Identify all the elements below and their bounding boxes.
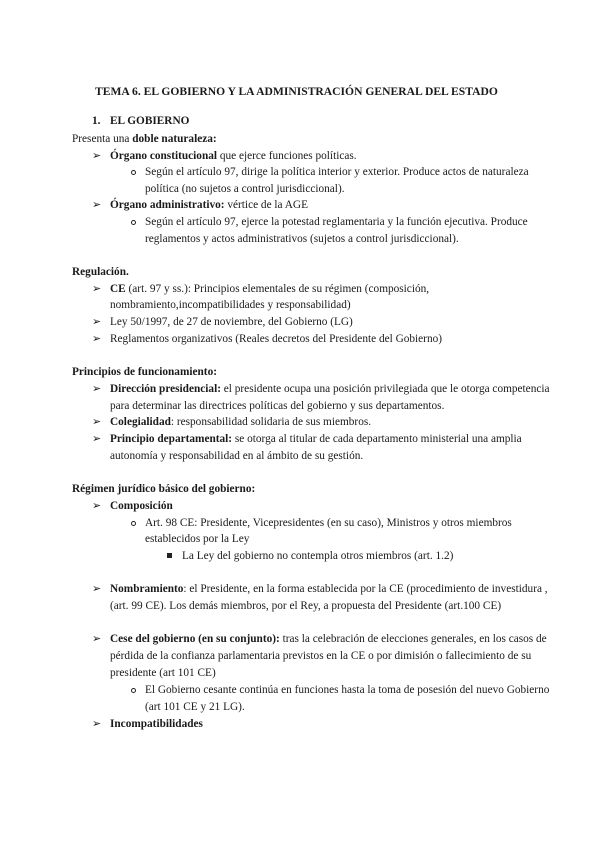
list-item: Órgano administrativo: vértice de la AGE bbox=[110, 199, 308, 211]
arrow-bullet-icon: ➢ bbox=[92, 283, 102, 295]
sub-item-line: (art 101 CE y 21 LG). bbox=[145, 701, 245, 713]
arrow-bullet-icon: ➢ bbox=[92, 718, 102, 730]
circle-bullet-icon bbox=[131, 220, 136, 225]
section-number: 1. bbox=[92, 115, 101, 127]
document-title: TEMA 6. EL GOBIERNO Y LA ADMINISTRACIÓN GENERAL DEL ESTADO bbox=[95, 85, 498, 98]
regulacion-heading: Regulación. bbox=[72, 266, 129, 278]
list-item-continuation: para determinar las directrices políticas del gobierno y sus departamentos. bbox=[110, 400, 445, 412]
list-item: Colegialidad: responsabilidad solidaria de sus miembros. bbox=[110, 416, 372, 428]
principios-heading: Principios de funcionamiento: bbox=[72, 366, 217, 378]
intro-line: Presenta una doble naturaleza: bbox=[72, 133, 217, 145]
list-item: CE (art. 97 y ss.): Principios elementales de su régimen (composición, bbox=[110, 283, 430, 295]
sub-item-line: Según el artículo 97, dirige la política interior y exterior. Produce actos de naturaleza bbox=[145, 166, 529, 178]
arrow-bullet-icon: ➢ bbox=[92, 633, 102, 645]
list-item: Dirección presidencial: el presidente ocupa una posición privilegiada que le otorga competencia bbox=[110, 383, 550, 395]
sub-item-line: establecidos por la Ley bbox=[145, 533, 250, 545]
list-item-continuation: presidente (art 101 CE) bbox=[110, 667, 216, 679]
list-item: Órgano constitucional que ejerce funciones políticas. bbox=[110, 150, 357, 162]
sub-item-line: El Gobierno cesante continúa en funciones hasta la toma de posesión del nuevo Gobierno bbox=[145, 684, 550, 696]
arrow-bullet-icon: ➢ bbox=[92, 333, 102, 345]
composicion-label: Composición bbox=[110, 500, 173, 512]
list-item-continuation: nombramiento,incompatibilidades y responsabilidad) bbox=[110, 299, 351, 311]
arrow-bullet-icon: ➢ bbox=[92, 316, 102, 328]
sub-item-line: Según el artículo 97, ejerce la potestad reglamentaria y la función ejecutiva. Produce bbox=[145, 216, 528, 228]
square-bullet-icon bbox=[167, 553, 172, 558]
list-item: Reglamentos organizativos (Reales decretos del Presidente del Gobierno) bbox=[110, 333, 443, 345]
circle-bullet-icon bbox=[131, 521, 136, 526]
sub-item-line: política (no sujetos a control jurisdiccional). bbox=[145, 183, 345, 195]
arrow-bullet-icon: ➢ bbox=[92, 150, 102, 162]
arrow-bullet-icon: ➢ bbox=[92, 433, 102, 445]
arrow-bullet-icon: ➢ bbox=[92, 500, 102, 512]
circle-bullet-icon bbox=[131, 170, 136, 175]
sub-sub-item-line: La Ley del gobierno no contempla otros miembros (art. 1.2) bbox=[182, 550, 454, 562]
sub-item-line: Art. 98 CE: Presidente, Vicepresidentes (en su caso), Ministros y otros miembros bbox=[145, 517, 512, 529]
circle-bullet-icon bbox=[131, 688, 136, 693]
regimen-heading: Régimen jurídico básico del gobierno: bbox=[72, 483, 256, 495]
list-item-continuation: (art. 99 CE). Los demás miembros, por el Rey, a propuesta del Presidente (art.100 CE) bbox=[110, 600, 502, 612]
arrow-bullet-icon: ➢ bbox=[92, 199, 102, 211]
arrow-bullet-icon: ➢ bbox=[92, 583, 102, 595]
list-item: Principio departamental: se otorga al titular de cada departamento ministerial una amplia bbox=[110, 433, 522, 445]
incompatibilidades-label: Incompatibilidades bbox=[110, 718, 203, 730]
sub-item-line: reglamentos y actos administrativos (sujetos a control jurisdiccional). bbox=[145, 233, 459, 245]
arrow-bullet-icon: ➢ bbox=[92, 416, 102, 428]
list-item-continuation: pérdida de la confianza parlamentaria previstos en la CE o por dimisión o fallecimiento de su bbox=[110, 650, 532, 662]
list-item: Ley 50/1997, de 27 de noviembre, del Gobierno (LG) bbox=[110, 316, 353, 328]
list-item: Nombramiento: el Presidente, en la forma establecida por la CE (procedimiento de investidura , bbox=[110, 583, 548, 595]
section-heading: EL GOBIERNO bbox=[110, 115, 190, 127]
list-item: Cese del gobierno (en su conjunto): tras la celebración de elecciones generales, en los casos de bbox=[110, 633, 547, 645]
list-item-continuation: autonomía y responsabilidad en al ámbito de su gestión. bbox=[110, 450, 364, 462]
arrow-bullet-icon: ➢ bbox=[92, 383, 102, 395]
